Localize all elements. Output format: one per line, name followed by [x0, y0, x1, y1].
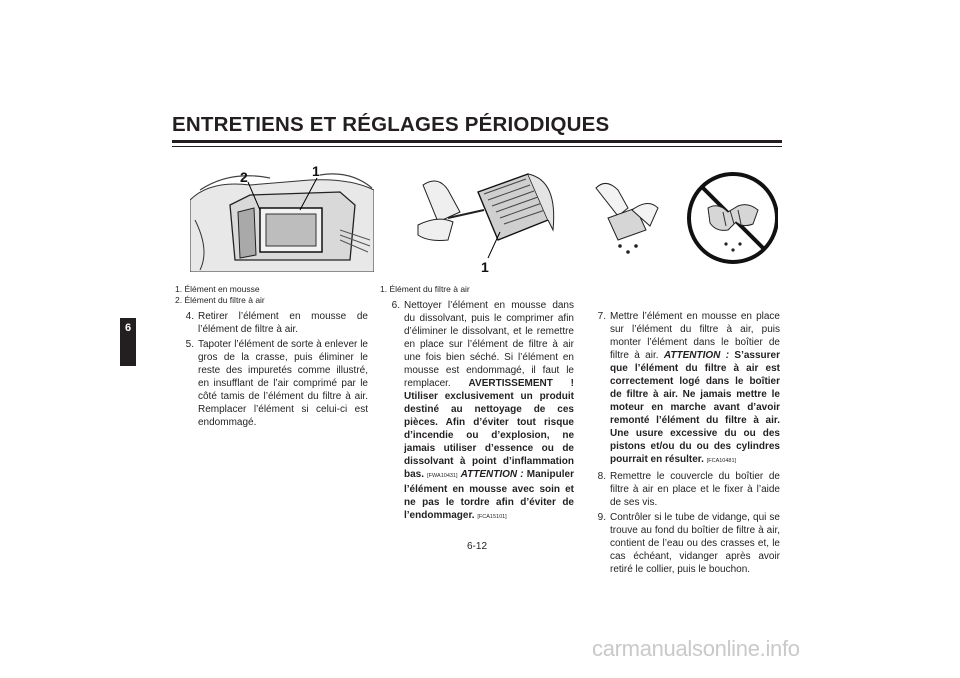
item-text: Tapoter l’élément de sorte à enlever le gros de la crasse, puis éliminer le reste des impuretés comme illustré, en insufflant de l’air comprimé par le côté tamis de l’élément du filtre à air. Remplacer l’élément si celui-ci est endommagé.: [198, 339, 368, 428]
figure-air-filter-cleaning: [408, 160, 560, 278]
figure1-caption: [175, 284, 265, 305]
filter-cleaning-illustration: [408, 160, 560, 278]
page-number: 6-12: [467, 541, 488, 552]
list-item: [588, 310, 780, 468]
attention-text: Manipuler l’élément en mousse avec soin et ne pas le tordre afin d’éviter de l’endommager.: [404, 469, 574, 521]
column-3: [588, 310, 780, 578]
attention-label: ATTENTION :: [663, 350, 730, 361]
list-item: [588, 470, 780, 509]
title-rule-thin: [172, 146, 782, 147]
attention-code: [FCA10481]: [706, 458, 737, 464]
list-item: [588, 511, 780, 576]
caption-line: 2. Élément du filtre à air: [175, 294, 265, 305]
figure2-caption: [380, 284, 470, 295]
callout-1: 1: [481, 259, 489, 275]
item-text: Remettre le couvercle du boîtier de filtre à air en place et le fixer à l’aide de ses vis.: [610, 471, 780, 508]
item-number: 9.: [597, 512, 606, 523]
attention-code: [FCA15101]: [477, 514, 507, 520]
attention-label: ATTENTION :: [460, 469, 524, 480]
airbox-illustration: [190, 160, 374, 272]
list-item: [176, 310, 368, 336]
watermark: carmanualsonline.info: [592, 636, 800, 661]
item-number: 6.: [391, 300, 400, 311]
item-number: 5.: [185, 339, 194, 350]
item-number: 7.: [597, 311, 606, 322]
item-text: Retirer l’élément en mousse de l’élément de filtre à air.: [198, 311, 368, 335]
item-text: Nettoyer l’élément en mousse dans du dissolvant, puis le comprimer afin d’éliminer le dissolvant, et le remettre en place sur l’élément de filtre à air une fois bien séché. Si l’élément en mousse est endommagé, il faut le remplacer.: [404, 300, 574, 389]
caption-line: 1. Élément en mousse: [175, 284, 260, 294]
warning-code: [FWA10431]: [427, 473, 458, 479]
title-rule: [172, 140, 782, 143]
callout-1: 1: [312, 163, 320, 179]
attention-text: S’assurer que l’élément du filtre à air est correctement logé dans le boîtier de filtre à air. Ne jamais mettre le moteur en marche avant d’avoir remonté l’élément du filtre à air. Une usure excessive du ou des pistons et/ou du ou des cylindres pourrait en résulter.: [610, 350, 780, 465]
item-number: 8.: [597, 471, 606, 482]
section-tab-number: 6: [124, 322, 132, 334]
caption-line: 1. Élément du filtre à air: [380, 284, 470, 294]
warning-label: AVERTISSEMENT !: [468, 378, 574, 389]
warning-text: Utiliser exclusivement un produit destiné au nettoyage de ces pièces. Afin d’éviter tout risque d’incendie ou d’explosion, ne jamais utiliser d’essence ou de dissolvant à point d’inflammation bas.: [404, 391, 574, 480]
figure-squeeze-foam: [588, 168, 778, 268]
column-2: [382, 299, 574, 526]
figure-airbox: [190, 160, 374, 272]
item-text: Mettre l’élément en mousse en place sur l’élément du filtre à air, puis monter l’élément dans le boîtier de filtre à air.: [610, 311, 780, 361]
squeeze-illustration: [588, 168, 778, 268]
column-1: [176, 310, 368, 431]
item-number: 4.: [185, 311, 194, 322]
item-text: Contrôler si le tube de vidange, qui se trouve au fond du boîtier de filtre à air, contient de l’eau ou des crasses et, le cas échéant, vidanger après avoir retiré le collier, puis le bouchon.: [610, 512, 780, 575]
list-item: [382, 299, 574, 524]
list-item: [176, 338, 368, 429]
page-title: ENTRETIENS ET RÉGLAGES PÉRIODIQUES: [172, 113, 610, 136]
callout-2: 2: [240, 169, 248, 185]
section-tab: [120, 318, 136, 366]
